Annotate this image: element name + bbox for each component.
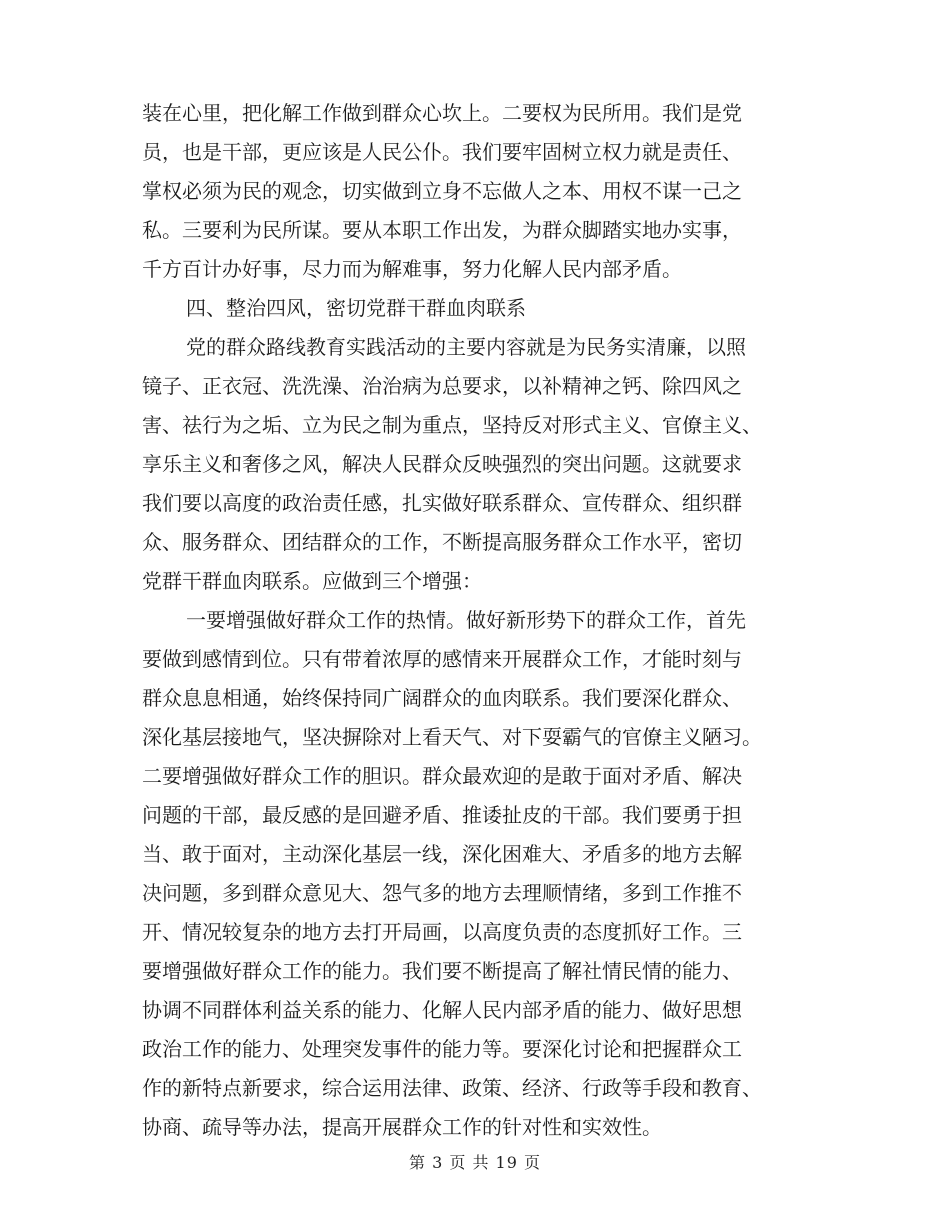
document-body bbox=[142, 94, 810, 1147]
text-line: 群众息息相通，始终保持同广阔群众的血肉联系。我们要深化群众、 bbox=[142, 686, 742, 710]
text-line: 私。三要利为民所谋。要从本职工作出发，为群众脚踏实地办实事， bbox=[142, 218, 742, 242]
text-line: 掌权必须为民的观念，切实做到立身不忘做人之本、用权不谋一己之 bbox=[142, 179, 742, 203]
text-line: 众、服务群众、团结群众的工作，不断提高服务群众工作水平，密切 bbox=[142, 530, 742, 554]
text-line: 要增强做好群众工作的能力。我们要不断提高了解社情民情的能力、 bbox=[142, 959, 742, 983]
text-line: 深化基层接地气，坚决摒除对上看天气、对下耍霸气的官僚主义陋习。 bbox=[142, 725, 762, 749]
text-line: 党群干群血肉联系。应做到三个增强： bbox=[142, 569, 482, 593]
text-line: 协商、疏导等办法，提高开展群众工作的针对性和实效性。 bbox=[142, 1115, 662, 1139]
text-line: 享乐主义和奢侈之风，解决人民群众反映强烈的突出问题。这就要求 bbox=[142, 452, 742, 476]
text-line: 四、整治四风，密切党群干群血肉联系 bbox=[186, 296, 526, 320]
text-line: 员，也是干部，更应该是人民公仆。我们要牢固树立权力就是责任、 bbox=[142, 140, 742, 164]
text-line: 政治工作的能力、处理突发事件的能力等。要深化讨论和把握群众工 bbox=[142, 1037, 742, 1061]
text-line: 开、情况较复杂的地方去打开局画，以高度负责的态度抓好工作。三 bbox=[142, 920, 742, 944]
text-line: 一要增强做好群众工作的热情。做好新形势下的群众工作，首先 bbox=[186, 608, 746, 632]
text-line: 千方百计办好事，尽力而为解难事，努力化解人民内部矛盾。 bbox=[142, 257, 682, 281]
text-line: 问题的干部，最反感的是回避矛盾、推诿扯皮的干部。我们要勇于担 bbox=[142, 803, 742, 827]
text-line: 二要增强做好群众工作的胆识。群众最欢迎的是敢于面对矛盾、解决 bbox=[142, 764, 742, 788]
text-line: 协调不同群体利益关系的能力、化解人民内部矛盾的能力、做好思想 bbox=[142, 998, 742, 1022]
text-line: 党的群众路线教育实践活动的主要内容就是为民务实清廉，以照 bbox=[186, 335, 746, 359]
text-line: 害、祛行为之垢、立为民之制为重点，坚持反对形式主义、官僚主义、 bbox=[142, 413, 762, 437]
page-number-footer: 第 3 页 共 19 页 bbox=[409, 1153, 541, 1172]
text-line: 镜子、正衣冠、洗洗澡、治治病为总要求，以补精神之钙、除四风之 bbox=[142, 374, 742, 398]
text-line: 决问题，多到群众意见大、怨气多的地方去理顺情绪，多到工作推不 bbox=[142, 881, 742, 905]
text-line: 当、敢于面对，主动深化基层一线，深化困难大、矛盾多的地方去解 bbox=[142, 842, 742, 866]
text-line: 要做到感情到位。只有带着浓厚的感情来开展群众工作，才能时刻与 bbox=[142, 647, 742, 671]
text-line: 作的新特点新要求，综合运用法律、政策、经济、行政等手段和教育、 bbox=[142, 1076, 762, 1100]
text-line: 我们要以高度的政治责任感，扎实做好联系群众、宣传群众、组织群 bbox=[142, 491, 742, 515]
text-line: 装在心里，把化解工作做到群众心坎上。二要权为民所用。我们是党 bbox=[142, 101, 742, 125]
